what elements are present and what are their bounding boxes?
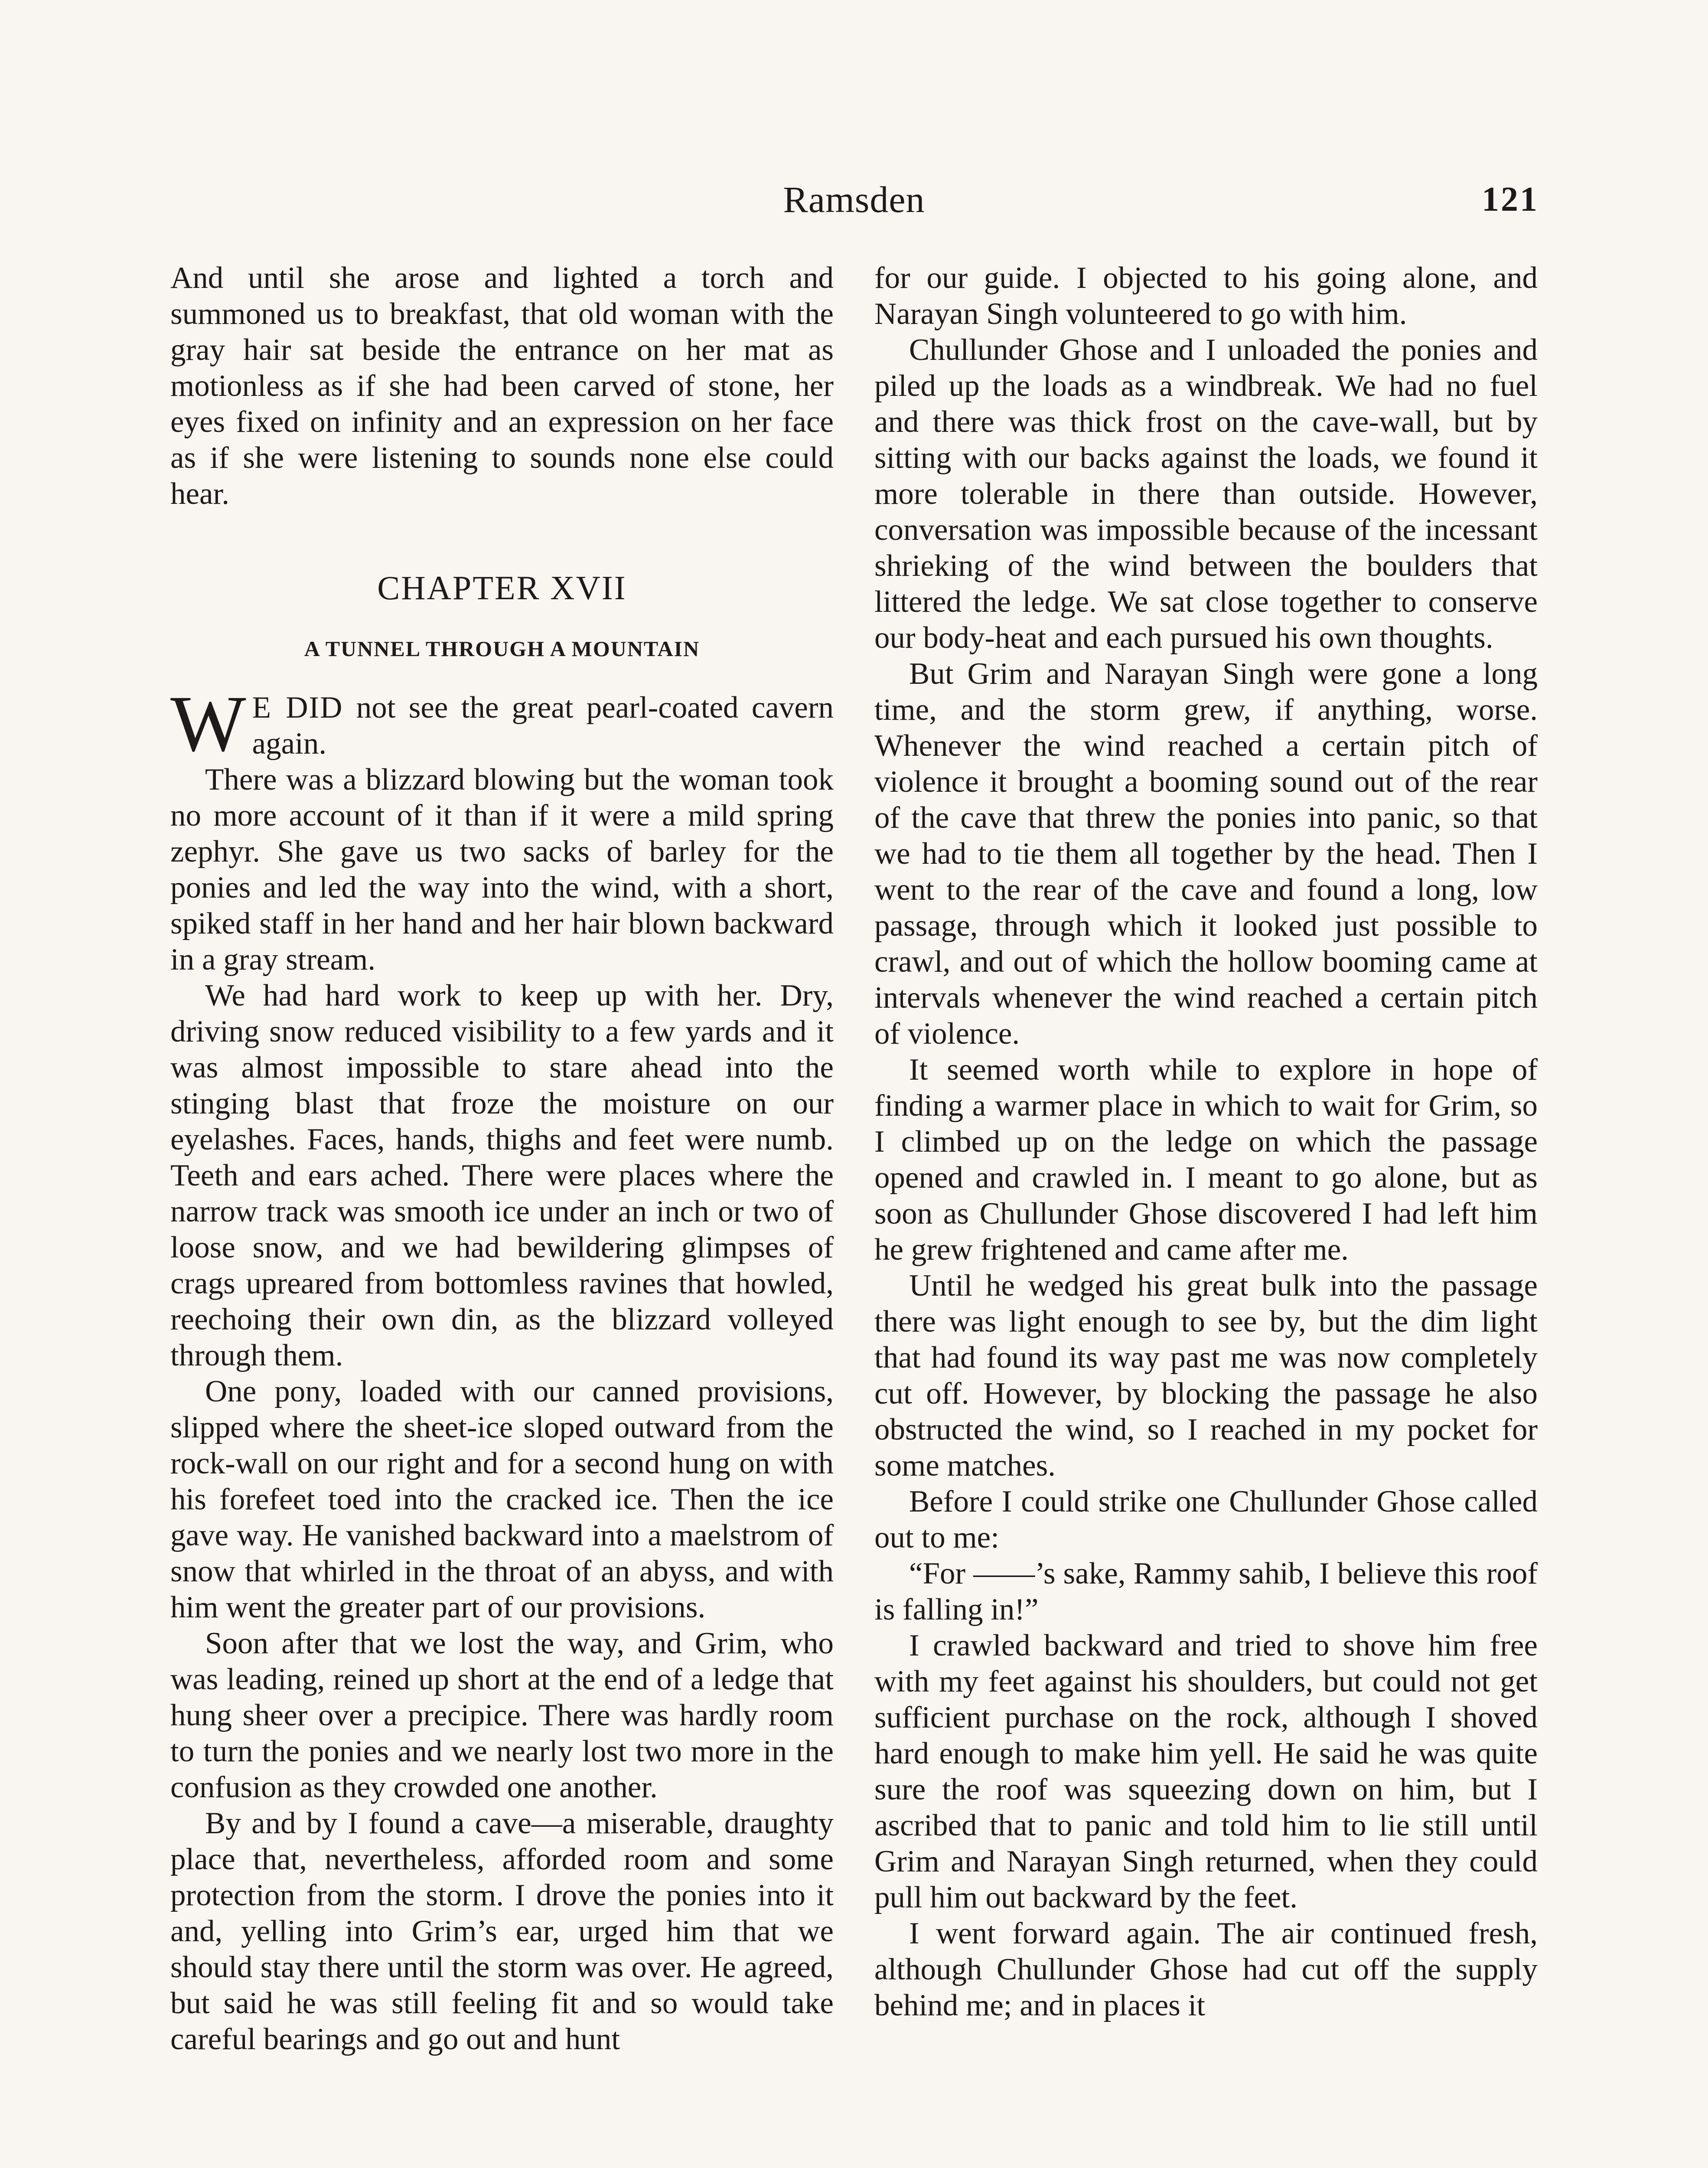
paragraph: I went forward again. The air continued fresh, although Chullunder Ghose had cut off the supply behind me; and in places it — [874, 1917, 1538, 2022]
paragraph: We had hard work to keep up with her. Dry, driving snow reduced visibility to a few yards and it was almost impossible to stare ahead into the stinging blast that froze the moisture on our eyelashes. Faces, hands, thighs and feet were numb. Teeth and ears ached. There were places where the narrow track was smooth ice under an inch or two of loose snow, and we had bewildering glimpses of crags upreared from bottomless ravines that howled, reechoing their own din, as the blizzard volleyed through them. — [170, 979, 834, 1372]
paragraph: for our guide. I objected to his going alone, and Narayan Singh volunteered to go with him. — [874, 261, 1538, 331]
paragraph: Chullunder Ghose and I unloaded the ponies and piled up the loads as a windbreak. We had no fuel and there was thick frost on the cave-wall, but by sitting with our backs against the loads, we found it more tolerable in there than outside. However, conversation was impossible because of the incessant shrieking of the wind between the boulders that littered the ledge. We sat close together to conserve our body-heat and each pursued his own thoughts. — [874, 333, 1538, 655]
drop-cap: W — [170, 679, 246, 768]
paragraph: Until he wedged his great bulk into the passage there was light enough to see by, but the dim light that had found its way past me was now completely cut off. However, by blocking the passage he also obstructed the wind, so I reached in my pocket for some matches. — [874, 1269, 1538, 1482]
paragraph: By and by I found a cave—a miserable, draughty place that, nevertheless, afforded room and some protection from the storm. I drove the ponies into it and, yelling into Grim’s ear, urged him that we should stay there until the storm was over. He agreed, but said he was still feeling fit and so would take careful bearings and go out and hunt — [170, 1806, 834, 2056]
running-title: Ramsden — [783, 179, 925, 220]
paragraph: There was a blizzard blowing but the woman took no more account of it than if it were a mild spring zephyr. She gave us two sacks of barley for the ponies and led the way into the wind, with a short, spiked staff in her hand and her hair blown backward in a gray stream. — [170, 763, 834, 976]
paragraph: One pony, loaded with our canned provisions, slipped where the sheet-ice sloped outward from the rock-wall on our right and for a second hung on with his forefeet toed into the cracked ice. Then the ice gave way. He vanished backward into a maelstrom of snow that whirled in the throat of an abyss, and with him went the greater part of our provisions. — [170, 1375, 834, 1624]
chapter-subtitle: A TUNNEL THROUGH A MOUNTAIN — [304, 637, 700, 661]
page-number: 121 — [1482, 180, 1539, 219]
paragraph: Before I could strike one Chullunder Ghose called out to me: — [874, 1485, 1538, 1554]
paragraph: And until she arose and lighted a torch and summoned us to breakfast, that old woman with the gray hair sat beside the entrance on her mat as motionless as if she had been carved of stone, her eyes fixed on infinity and an expression on her face as if she were listening to sounds none else could hear. — [170, 261, 834, 511]
paragraph: It seemed worth while to explore in hope of finding a warmer place in which to wait for Grim, so I climbed up on the ledge on which the passage opened and crawled in. I meant to go alone, but as soon as Chullunder Ghose discovered I had left him he grew frightened and came after me. — [874, 1053, 1538, 1267]
right-column — [874, 260, 1538, 2024]
opening-text: not see the great pearl-coated cavern again. — [252, 691, 834, 761]
left-column — [170, 260, 834, 2057]
paragraph: Soon after that we lost the way, and Grim, who was leading, reined up short at the end of a ledge that hung sheer over a precipice. There was hardly room to turn the ponies and we nearly lost two more in the confusion as they crowded one another. — [170, 1626, 834, 1804]
paragraph: But Grim and Narayan Singh were gone a long time, and the storm grew, if anything, worse. Whenever the wind reached a certain pitch of violence it brought a booming sound out of the rear of the cave that threw the ponies into panic, so that we had to tie them all together by the head. Then I went to the rear of the cave and found a long, low passage, through which it looked just possible to crawl, and out of which the hollow booming came at intervals whenever the wind reached a certain pitch of violence. — [874, 657, 1538, 1051]
opening-small-caps: E DID — [252, 691, 343, 725]
chapter-opening-paragraph — [170, 679, 834, 768]
paragraph: “For ——’s sake, Rammy sahib, I believe this roof is falling in!” — [874, 1557, 1538, 1626]
chapter-title: CHAPTER XVII — [377, 569, 627, 607]
paragraph: I crawled backward and tried to shove him free with my feet against his shoulders, but could not get sufficient purchase on the rock, although I shoved hard enough to make him yell. He said he was quite sure the roof was squeezing down on him, but I ascribed that to panic and told him to lie still until Grim and Narayan Singh returned, when they could pull him out backward by the feet. — [874, 1629, 1538, 1914]
running-head — [169, 173, 1539, 234]
